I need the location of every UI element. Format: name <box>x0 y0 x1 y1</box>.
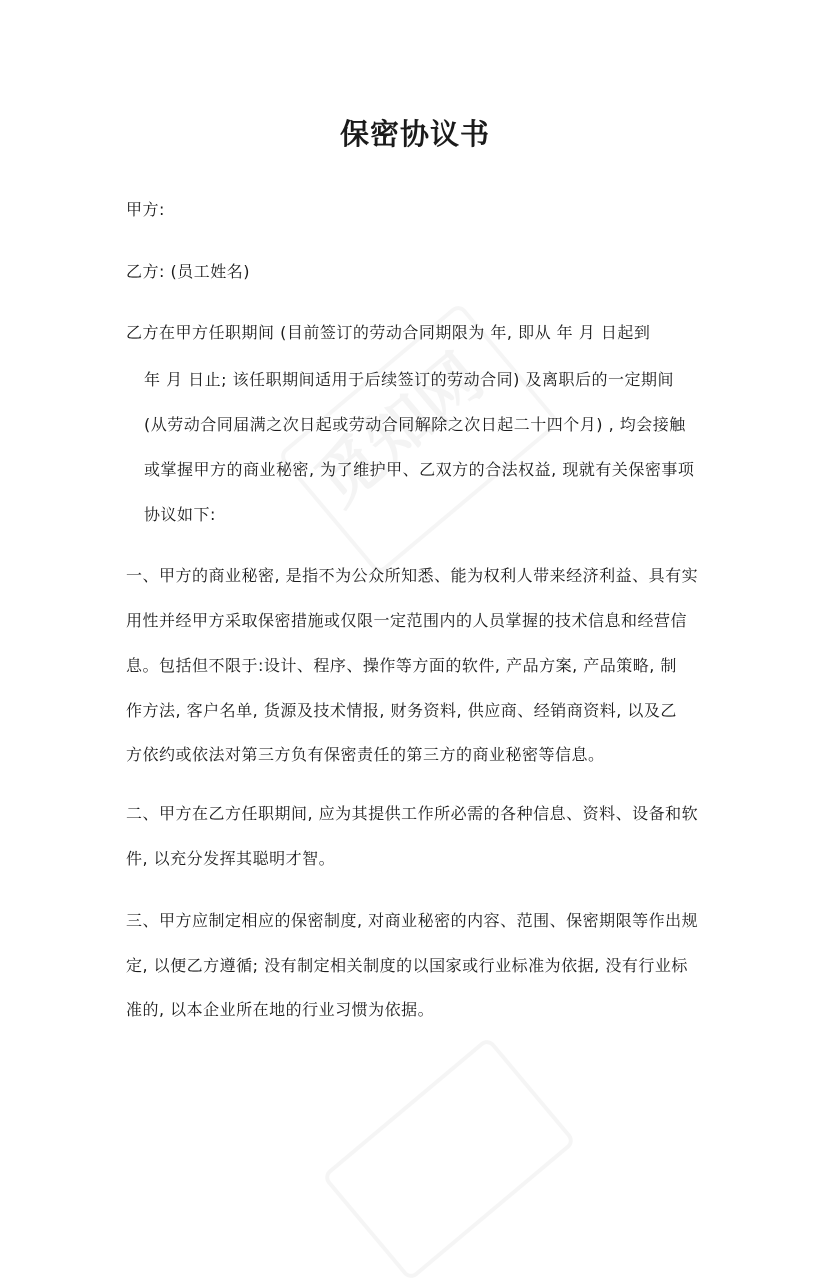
clause-3-line: 三、甲方应制定相应的保密制度, 对商业秘密的内容、范围、保密期限等作出规 <box>126 911 699 930</box>
clause-2-line: 二、甲方在乙方任职期间, 应为其提供工作所必需的各种信息、资料、设备和软 <box>126 804 699 823</box>
clause-1-line: 息。包括但不限于:设计、程序、操作等方面的软件, 产品方案, 产品策略, 制 <box>126 656 677 675</box>
watermark-frame-bottom <box>321 1036 577 1282</box>
party-a-line: 甲方: <box>126 200 165 219</box>
clause-1-line: 用性并经甲方采取保密措施或仅限一定范围内的人员掌握的技术信息和经营信 <box>126 611 688 630</box>
intro-line: 协议如下: <box>144 505 216 524</box>
intro-line: 年 月 日止; 该任职期间适用于后续签订的劳动合同) 及离职后的一定期间 <box>144 370 674 389</box>
clause-1-line: 方依约或依法对第三方负有保密责任的第三方的商业秘密等信息。 <box>126 745 605 764</box>
clause-2-line: 件, 以充分发挥其聪明才智。 <box>126 849 336 868</box>
clause-1-line: 一、甲方的商业秘密, 是指不为公众所知悉、能为权利人带来经济利益、具有实 <box>126 566 699 585</box>
intro-line: 乙方在甲方任职期间 (目前签订的劳动合同期限为 年, 即从 年 月 日起到 <box>126 323 651 342</box>
intro-line: 或掌握甲方的商业秘密, 为了维护甲、乙双方的合法权益, 现就有关保密事项 <box>144 460 695 479</box>
document-title: 保密协议书 <box>339 117 490 151</box>
clause-3-line: 定, 以便乙方遵循; 没有制定相关制度的以国家或行业标准为依据, 没有行业标 <box>126 956 688 975</box>
clause-3-line: 准的, 以本企业所在地的行业习惯为依据。 <box>126 1000 435 1019</box>
party-b-line: 乙方: (员工姓名) <box>126 262 250 281</box>
intro-line: (从劳动合同届满之次日起或劳动合同解除之次日起二十四个月) , 均会接触 <box>144 415 686 434</box>
clause-1-line: 作方法, 客户名单, 货源及技术情报, 财务资料, 供应商、经销商资料, 以及乙 <box>126 701 677 720</box>
